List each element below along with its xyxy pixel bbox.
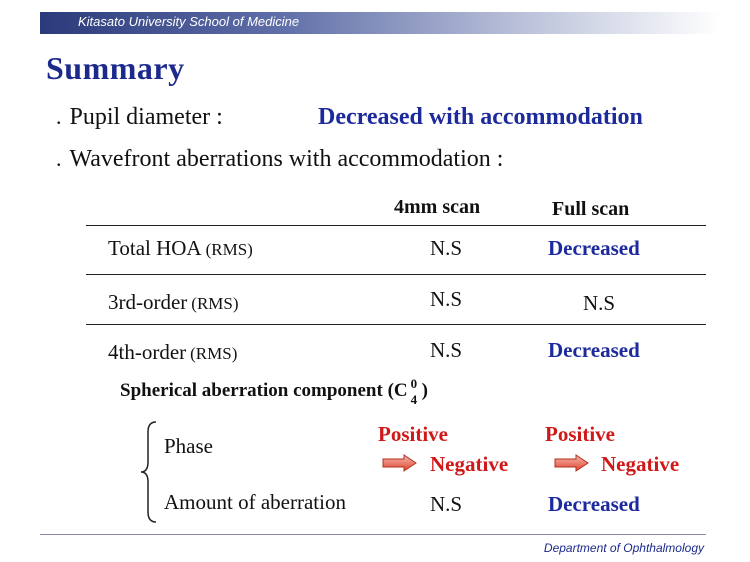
spherical-aberration-heading — [120, 376, 428, 407]
amount-4mm: N.S — [430, 492, 463, 516]
row-label: 4th-order — [108, 340, 187, 364]
table-divider — [86, 324, 706, 325]
arrow-right-icon — [382, 454, 418, 472]
phase-full-to: Negative — [601, 452, 680, 476]
header-full-scan: Full scan — [552, 198, 630, 220]
spherical-close: ) — [421, 380, 428, 401]
header-4mm-scan: 4mm scan — [394, 196, 481, 218]
cell-full: Decreased — [548, 236, 640, 260]
row-unit: (RMS) — [205, 240, 253, 259]
pupil-value: Decreased with accommodation — [318, 104, 643, 130]
row-unit: (RMS) — [191, 294, 239, 313]
cell-4mm: N.S — [430, 236, 463, 260]
phase-4mm-to: Negative — [430, 452, 509, 476]
amount-full: Decreased — [548, 492, 640, 516]
row-unit: (RMS) — [190, 344, 238, 363]
phase-label: Phase — [164, 434, 213, 458]
table-divider — [86, 274, 706, 275]
bullet-pupil — [56, 104, 223, 131]
cell-4mm: N.S — [430, 287, 463, 311]
table-row-3rd-order — [108, 290, 239, 315]
zernike-superscript: 0 — [410, 376, 418, 391]
arrow-right-icon — [554, 454, 590, 472]
zernike-index — [408, 376, 422, 407]
wavefront-label: Wavefront aberrations with accommodation : — [69, 146, 504, 172]
cell-full: N.S — [583, 291, 616, 315]
institution-name: Kitasato University School of Medicine — [78, 14, 300, 29]
pupil-label: Pupil diameter : — [69, 104, 223, 130]
row-label: Total HOA — [108, 236, 202, 260]
phase-4mm-from: Positive — [378, 422, 448, 446]
cell-full: Decreased — [548, 338, 640, 362]
table-divider — [86, 225, 706, 226]
row-label: 3rd-order — [108, 290, 188, 314]
slide-title: Summary — [46, 50, 185, 86]
spherical-label: Spherical aberration component (C — [120, 380, 408, 401]
table-row-total-hoa — [108, 236, 253, 261]
amount-label: Amount of aberration — [164, 490, 346, 514]
department-name: Department of Ophthalmology — [543, 541, 704, 555]
cell-4mm: N.S — [430, 338, 463, 362]
footer-divider — [40, 534, 706, 535]
bullet-marker: . — [56, 146, 62, 171]
phase-full-from: Positive — [545, 422, 615, 446]
brace-icon — [138, 420, 160, 524]
zernike-subscript: 4 — [410, 392, 418, 407]
table-row-4th-order — [108, 340, 237, 365]
bullet-marker: . — [56, 104, 62, 129]
bullet-wavefront — [56, 146, 503, 173]
